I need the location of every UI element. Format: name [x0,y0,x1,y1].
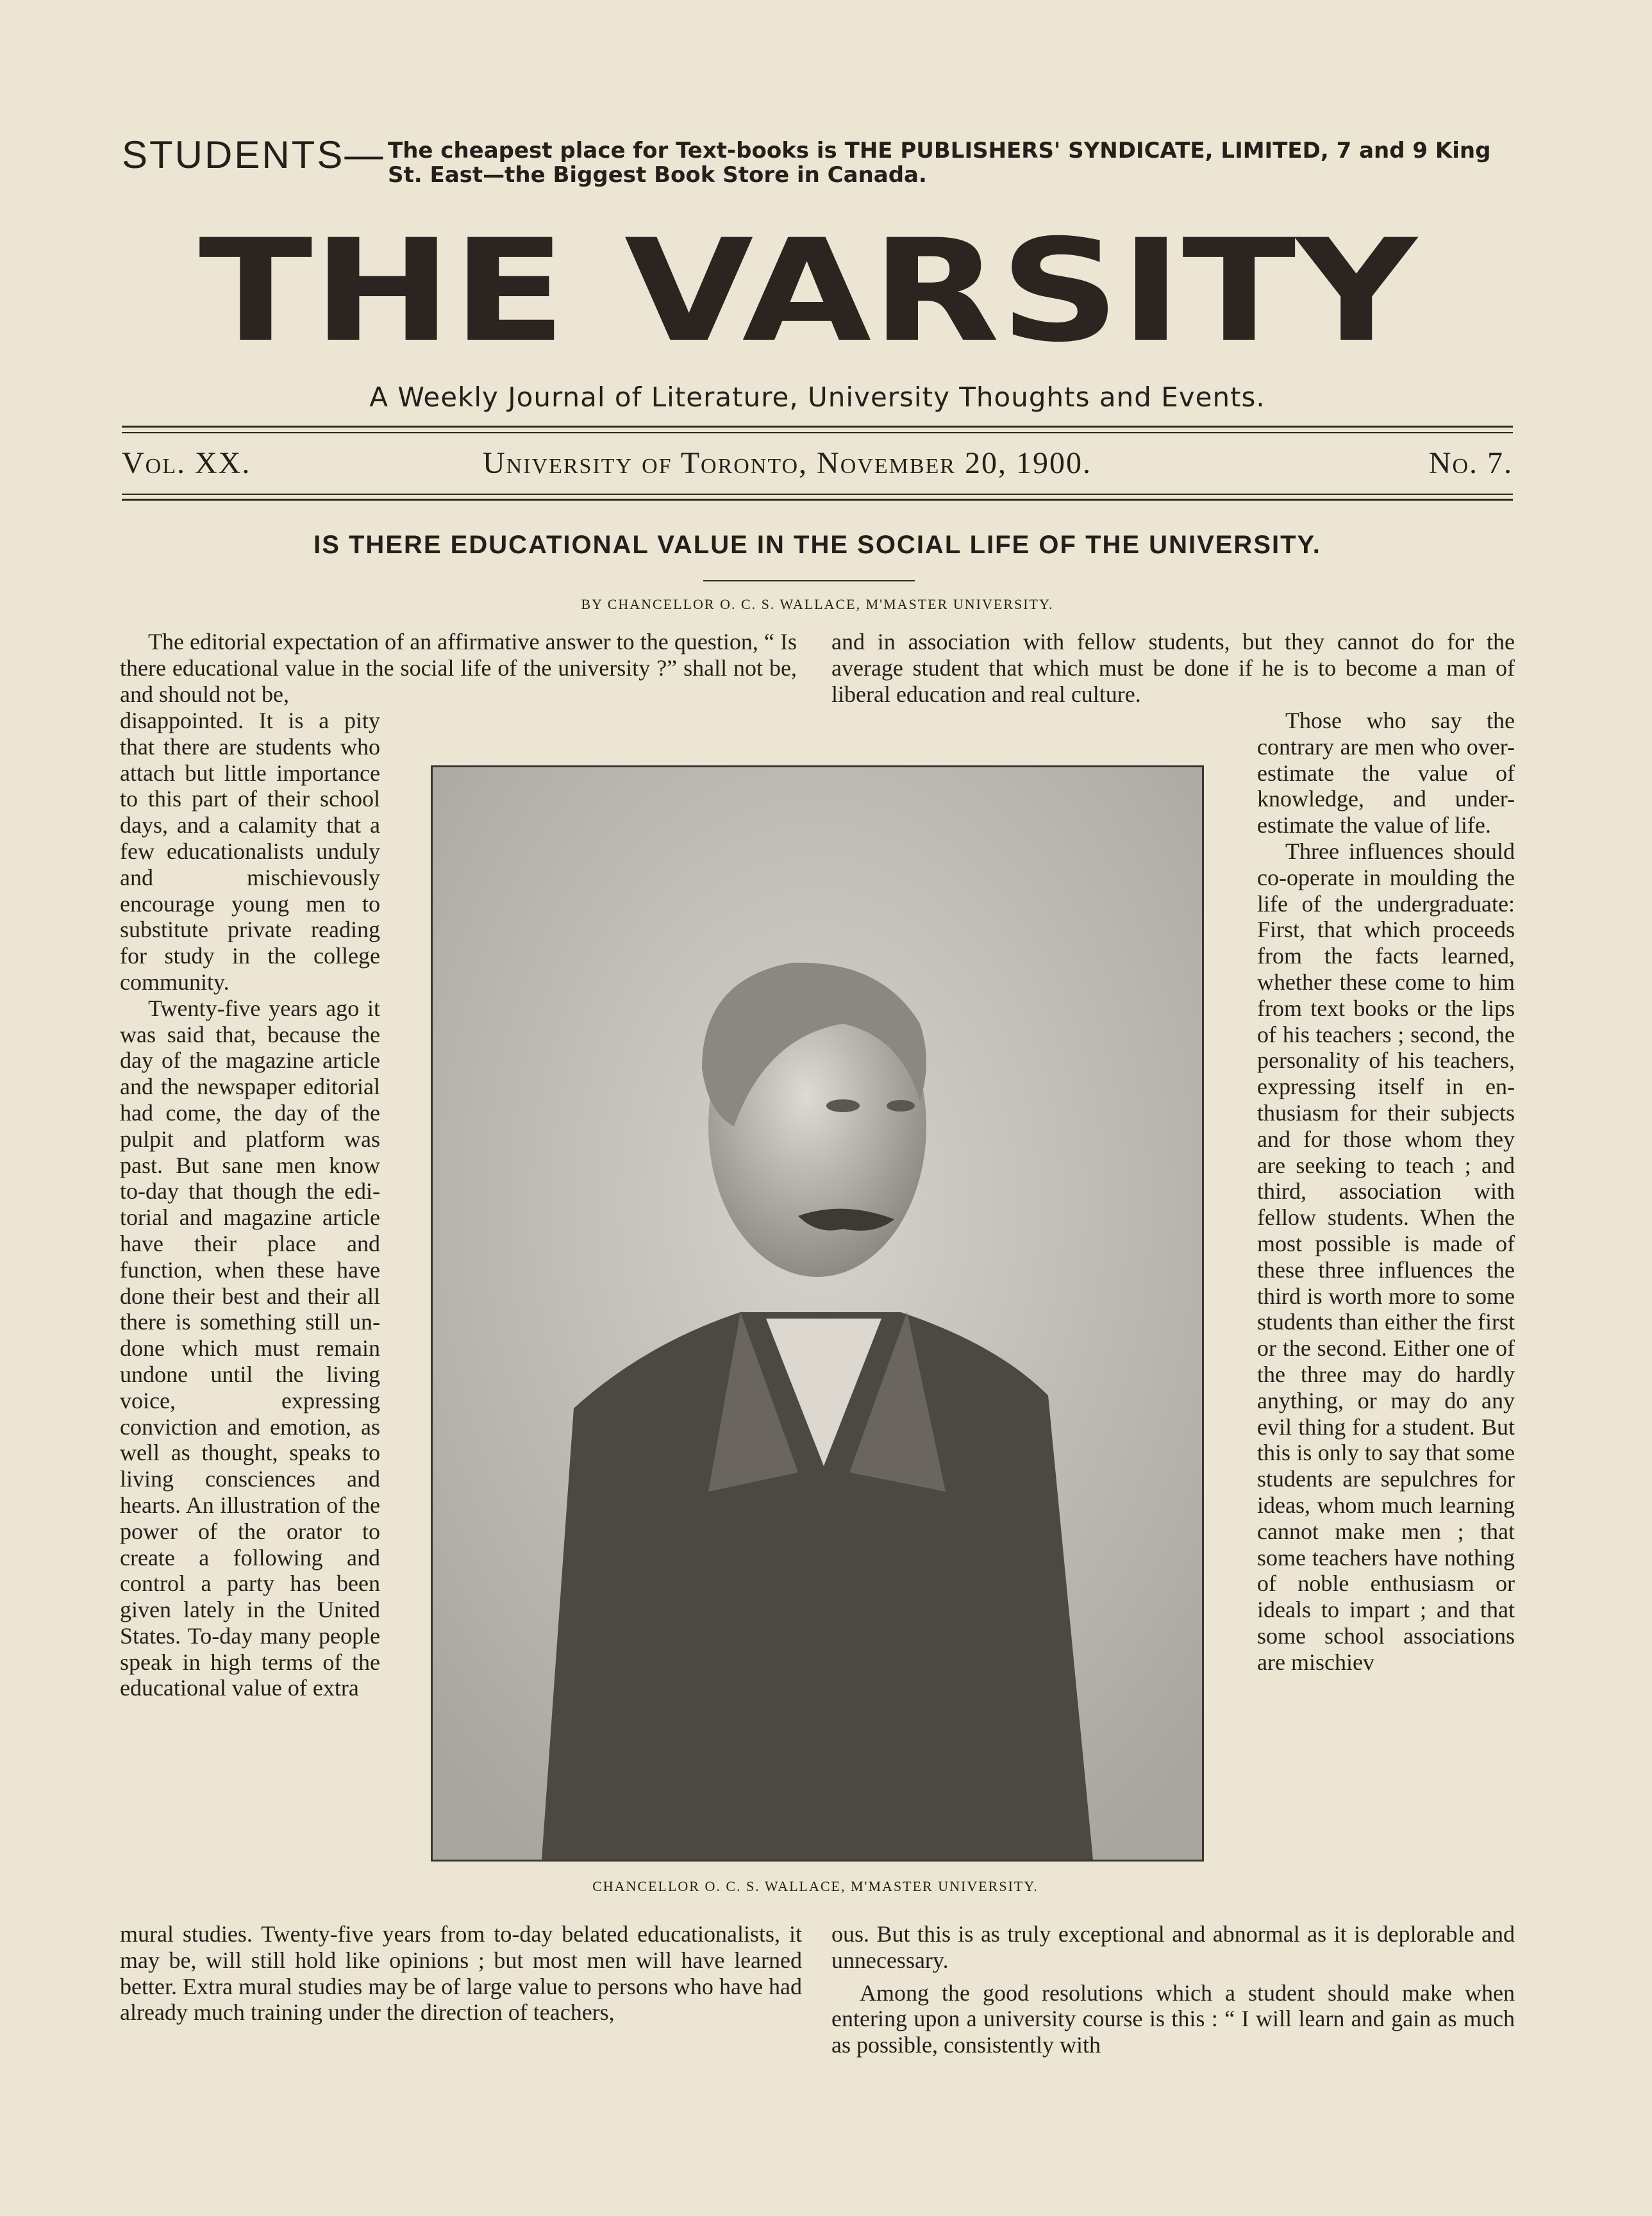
issue-dateline: University of Toronto, November 20, 1900. [483,446,1092,480]
column2-paragraph-3: ous. But this is as truly exceptional and abnormal as it is deplorable and unnecessary. [831,1921,1515,1973]
masthead-title-graphic [179,212,1436,359]
article-headline: IS THERE EDUCATIONAL VALUE IN THE SOCIAL LIFE OF THE UNIVERSITY. [313,531,1321,559]
column1-narrow-text [120,708,380,1701]
portrait-photo [431,765,1204,1862]
issue-number: No. 7. [1428,446,1513,480]
article-byline: BY CHANCELLOR O. C. S. WALLACE, M'MASTER UNIVERSITY. [581,596,1054,612]
top-rule-thin [122,432,1513,433]
portrait-illustration [433,767,1202,1860]
bottom-rule-thin [122,494,1513,495]
column1-top-paragraph: The editorial expectation of an affirmative answer to the question, “ Is there educational value in the social life of the university ?” shall not be, and should not be, [120,629,797,707]
masthead-title: THE VARSITY [199,212,1419,359]
bottom-rule [122,499,1513,501]
portrait-caption: CHANCELLOR O. C. S. WALLACE, M'MASTER UNIVERSITY. [592,1878,1039,1894]
masthead-tagline: A Weekly Journal of Literature, University Thoughts and Events. [369,381,1265,413]
column2-top-paragraph: and in association with fellow students, but they cannot do for the average student that which must be done if he is to become a man of liberal education and real culture. [831,629,1515,707]
column2-bottom-text [831,1921,1515,2058]
column2-paragraph-4: Among the good resolutions which a student should make when entering upon a university course is this : “ I will learn and gain as much as possible, consistently with [831,1979,1515,2058]
column2-paragraph-1: Those who say the contrary are men who over-estimate the value of knowledge, and under-estimate the value of life. [1257,708,1515,838]
advertisement-label: STUDENTS— [122,133,385,176]
dateline [122,446,1513,484]
masthead [179,212,1436,359]
column1-bottom-paragraph: mural studies. Twenty-five years from to-day belated educationalists, it may be, will still hold like opinions ; but most men will have learned better. Extra mural studies may be of large value to persons who have had already much training under the direction of teachers, [120,1921,802,2026]
advertisement-text: The cheapest place for Text-books is THE PUBLISHERS' SYNDICATE, LIMITED, 7 and 9 King St. East—the Biggest Book Store in Canada. [388,138,1491,188]
column1-paragraph-2: Twenty-five years ago it was said that, because the day of the magazine article and the newspaper editorial had come, the day of the pulpit and platform was past. But sane men know to-day that though the editorial and magazine article have their place and function, when these have done their best and their all there is something still undone which must remain undone until the living voice, expressing conviction and emotion, as well as thought, speaks to living consciences and hearts. An illustration of the power of the orator to create a following and control a party has been given lately in the United States. To-day many people speak in high terms of the educational value of extra [120,995,380,1701]
headline-divider [703,580,915,581]
column2-narrow-text [1257,708,1515,1675]
column1-paragraph-1: disappointed. It is a pity that there are students who attach but little importance to this part of their school days, and a calamity that a few educationalists unduly and mischievously encourage young men to substitute private reading for study in the college community. [120,708,380,995]
volume-number: Vol. XX. [122,446,251,480]
top-rule [122,426,1513,428]
column2-paragraph-2: Three influences should co-operate in moulding the life of the undergraduate: First, that which proceeds from the facts learned, whether these come to him from text books or the lips of his teachers ; second, the personality of his teachers, expressing itself in enthusiasm for their subjects and for those whom they are seeking to teach ; and third, association with fellow students. When the most possible is made of these three influences the third is worth more to some students than either the first or the second. Either one of the three may do hardly anything, or may do any evil thing for a student. But this is only to say that some students are sepulchres for ideas, whom much learning cannot make men ; that some teachers have nothing of noble enthusiasm or ideals to impart ; and that some school associations are mischiev [1257,838,1515,1675]
